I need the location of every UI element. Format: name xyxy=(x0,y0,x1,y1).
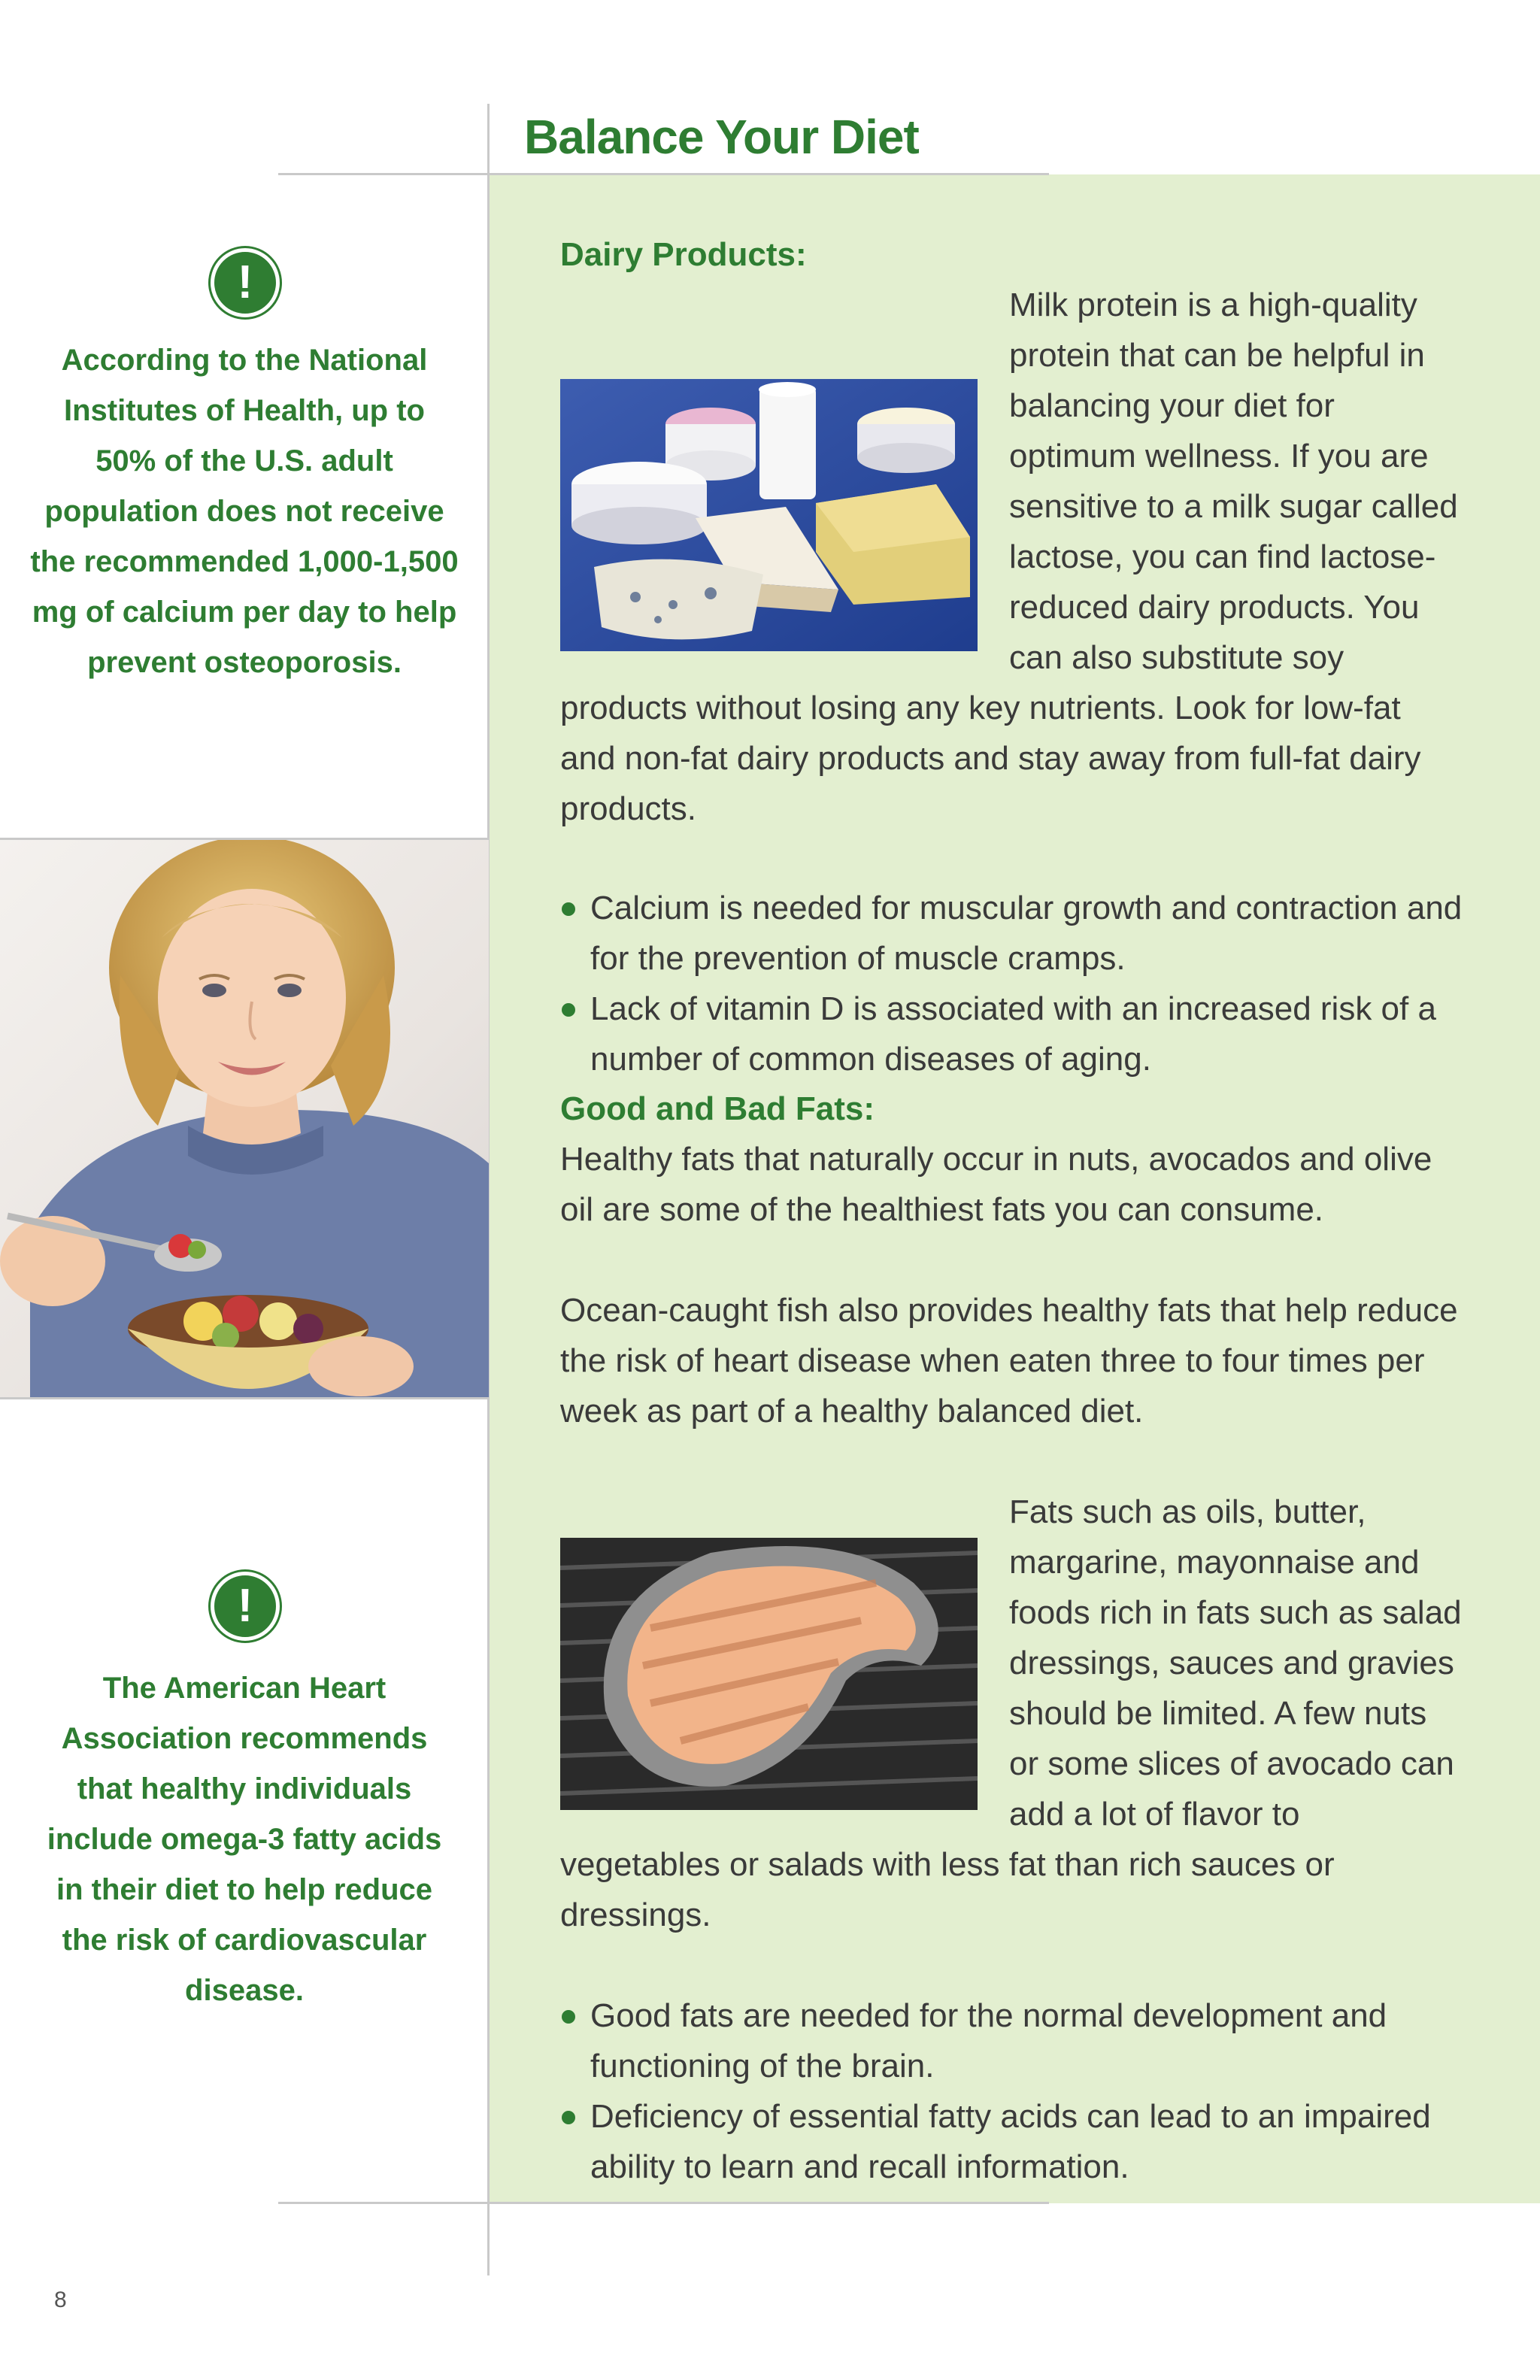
photo-bottom-divider xyxy=(0,1397,489,1399)
fats-bullets xyxy=(560,1990,1463,2192)
list-item: Lack of vitamin D is associated with an increased risk of a number of common diseases of aging. xyxy=(560,984,1463,1084)
dairy-bullets xyxy=(560,883,1463,1084)
fats-paragraph-1: Healthy fats that naturally occur in nuts, avocados and olive oil are some of the healthiest fats you can consume. xyxy=(560,1141,1432,1228)
page-title: Balance Your Diet xyxy=(524,110,919,164)
dairy-heading: Dairy Products: xyxy=(560,236,807,273)
calcium-fact-note: According to the National Institutes of Health, up to 50% of the U.S. adult population does not receive the recommended 1,000-1,500 mg of calcium per day to help prevent osteoporosis. xyxy=(30,344,459,679)
list-item: Good fats are needed for the normal development and functioning of the brain. xyxy=(560,1990,1463,2091)
omega3-fact-note: The American Heart Association recommends that healthy individuals include omega-3 fatty acids in their diet to help reduce the risk of cardiovascular disease. xyxy=(47,1672,442,2007)
fats-section xyxy=(560,1084,1463,2192)
dairy-section xyxy=(560,229,1463,1084)
top-divider xyxy=(278,173,1049,175)
dairy-paragraph: Milk protein is a high-quality protein that can be helpful in balancing your diet for optimum wellness. If you are sensitive to a milk sugar called lactose, you can find lactose-reduced dairy products. You can also substitute soy products without losing any key nutrients. Look for low-fat and non-fat dairy products and stay away from full-fat dairy products. xyxy=(560,287,1458,827)
dairy-products-photo xyxy=(560,379,978,651)
exclamation-icon: ! xyxy=(211,248,280,317)
list-item: Calcium is needed for muscular growth and contraction and for the prevention of muscle cramps. xyxy=(560,883,1463,984)
fats-paragraph-3: Fats such as oils, butter, margarine, mayonnaise and foods rich in fats such as salad dressings, sauces and gravies should be limited. A few nuts or some slices of avocado can add a lot of flavor to vegetables or salads with less fat than rich sauces or dressings. xyxy=(560,1493,1462,1933)
fats-heading: Good and Bad Fats: xyxy=(560,1090,875,1127)
page-number: 8 xyxy=(54,2288,67,2312)
list-item: Deficiency of essential fatty acids can lead to an impaired ability to learn and recall information. xyxy=(560,2091,1463,2192)
woman-eating-fruit-photo xyxy=(0,840,489,1397)
exclamation-icon: ! xyxy=(211,1572,280,1641)
fats-paragraph-2: Ocean-caught fish also provides healthy fats that help reduce the risk of heart disease when eaten three to four times per week as part of a healthy balanced diet. xyxy=(560,1292,1458,1430)
bottom-divider xyxy=(278,2202,1049,2204)
grilled-salmon-photo xyxy=(560,1538,978,1810)
